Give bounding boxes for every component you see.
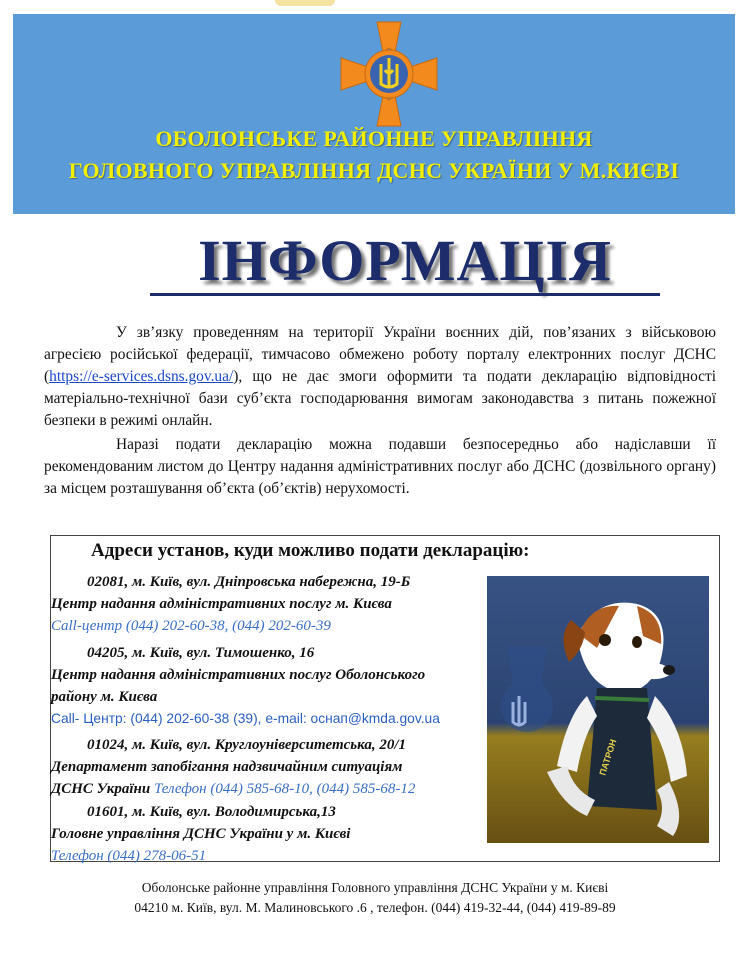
paragraph-1-end: ), що не дає змоги оформити та подати декларацію відповідності матеріально-технічної бази суб’єкта господарювання вимогам законодавства з питань пожежної безпеки в режимі онлайн. (44, 368, 716, 429)
address-item-2 (51, 642, 481, 730)
paragraph-1-start: У зв’язку проведенням на території України воєнних дій, пов’язаних з військовою агресією російської федерації, тимчасово обмежено роботу порталу електронних послуг ДСНС ( (44, 324, 716, 385)
address-3-name-line-1: Департамент запобігання надзвичайним ситуаціям (51, 759, 403, 775)
top-edge (0, 0, 750, 14)
footer (0, 878, 750, 918)
e-services-link[interactable]: https://e-services.dsns.gov.ua/ (49, 368, 234, 385)
paragraph-2: Наразі подати декларацію можна подавши безпосередньо або надіславши її рекомендованим листом до Центру надання адміністративних послуг або ДСНС (дозвільного органу) за місцем розташування об’єкта (об’єктів) нерухомості. (44, 436, 716, 497)
address-item-3 (51, 734, 481, 800)
address-1-phone: Call-центр (044) 202-60-38, (044) 202-60-39 (51, 618, 331, 634)
dsns-cross-emblem-icon (339, 18, 439, 130)
address-1-street: 02081, м. Київ, вул. Дніпровська набережна, 19-Б (87, 574, 411, 590)
address-2-street: 04205, м. Київ, вул. Тимошенко, 16 (87, 645, 315, 661)
banner-line-1: ОБОЛОНСЬКЕ РАЙОННЕ УПРАВЛІННЯ (155, 126, 593, 151)
page-heading: ІНФОРМАЦІЯ (198, 228, 612, 293)
patron-dog-illustration (487, 576, 709, 843)
top-glow-decoration (275, 0, 335, 6)
address-4-phone: Телефон (044) 278-06-51 (51, 848, 207, 864)
banner-line-2: ГОЛОВНОГО УПРАВЛІННЯ ДСНС УКРАЇНИ У М.КИЄВІ (68, 158, 680, 183)
address-4-name: Головне управління ДСНС України у м. Києві (51, 826, 351, 842)
dog-vest-label: ПАТРОН (597, 737, 619, 777)
address-3-name-line-2: ДСНС України (51, 781, 151, 797)
address-2-phone: Call- Центр: (044) 202-60-38 (39), e-mail: оснап@kmda.gov.ua (51, 711, 440, 726)
address-3-phone: Телефон (044) 585-68-10, (044) 585-68-12 (153, 781, 416, 797)
address-3-street: 01024, м. Київ, вул. Круглоуніверситетська, 20/1 (87, 737, 407, 753)
address-item-1 (51, 571, 481, 637)
address-4-street: 01601, м. Київ, вул. Володимирська,13 (87, 804, 336, 820)
footer-line-1: Оболонське районне управління Головного управління ДСНС України у м. Києві (141, 880, 609, 895)
footer-line-2: 04210 м. Київ, вул. М. Малиновського .6 , телефон. (044) 419-32-44, (044) 419-89-89 (134, 900, 616, 915)
address-item-4 (51, 801, 481, 867)
address-2-name-line-2: району м. Києва (51, 689, 158, 705)
addresses-box (50, 535, 720, 862)
addresses-title: Адреси установ, куди можливо подати декларацію: (91, 540, 530, 561)
address-2-name-line-1: Центр надання адміністративних послуг Оболонського (51, 667, 426, 683)
paragraph-1 (44, 322, 716, 432)
address-1-name: Центр надання адміністративних послуг м. Києва (51, 596, 392, 612)
header-banner (13, 14, 735, 214)
heading-underline (150, 293, 660, 296)
